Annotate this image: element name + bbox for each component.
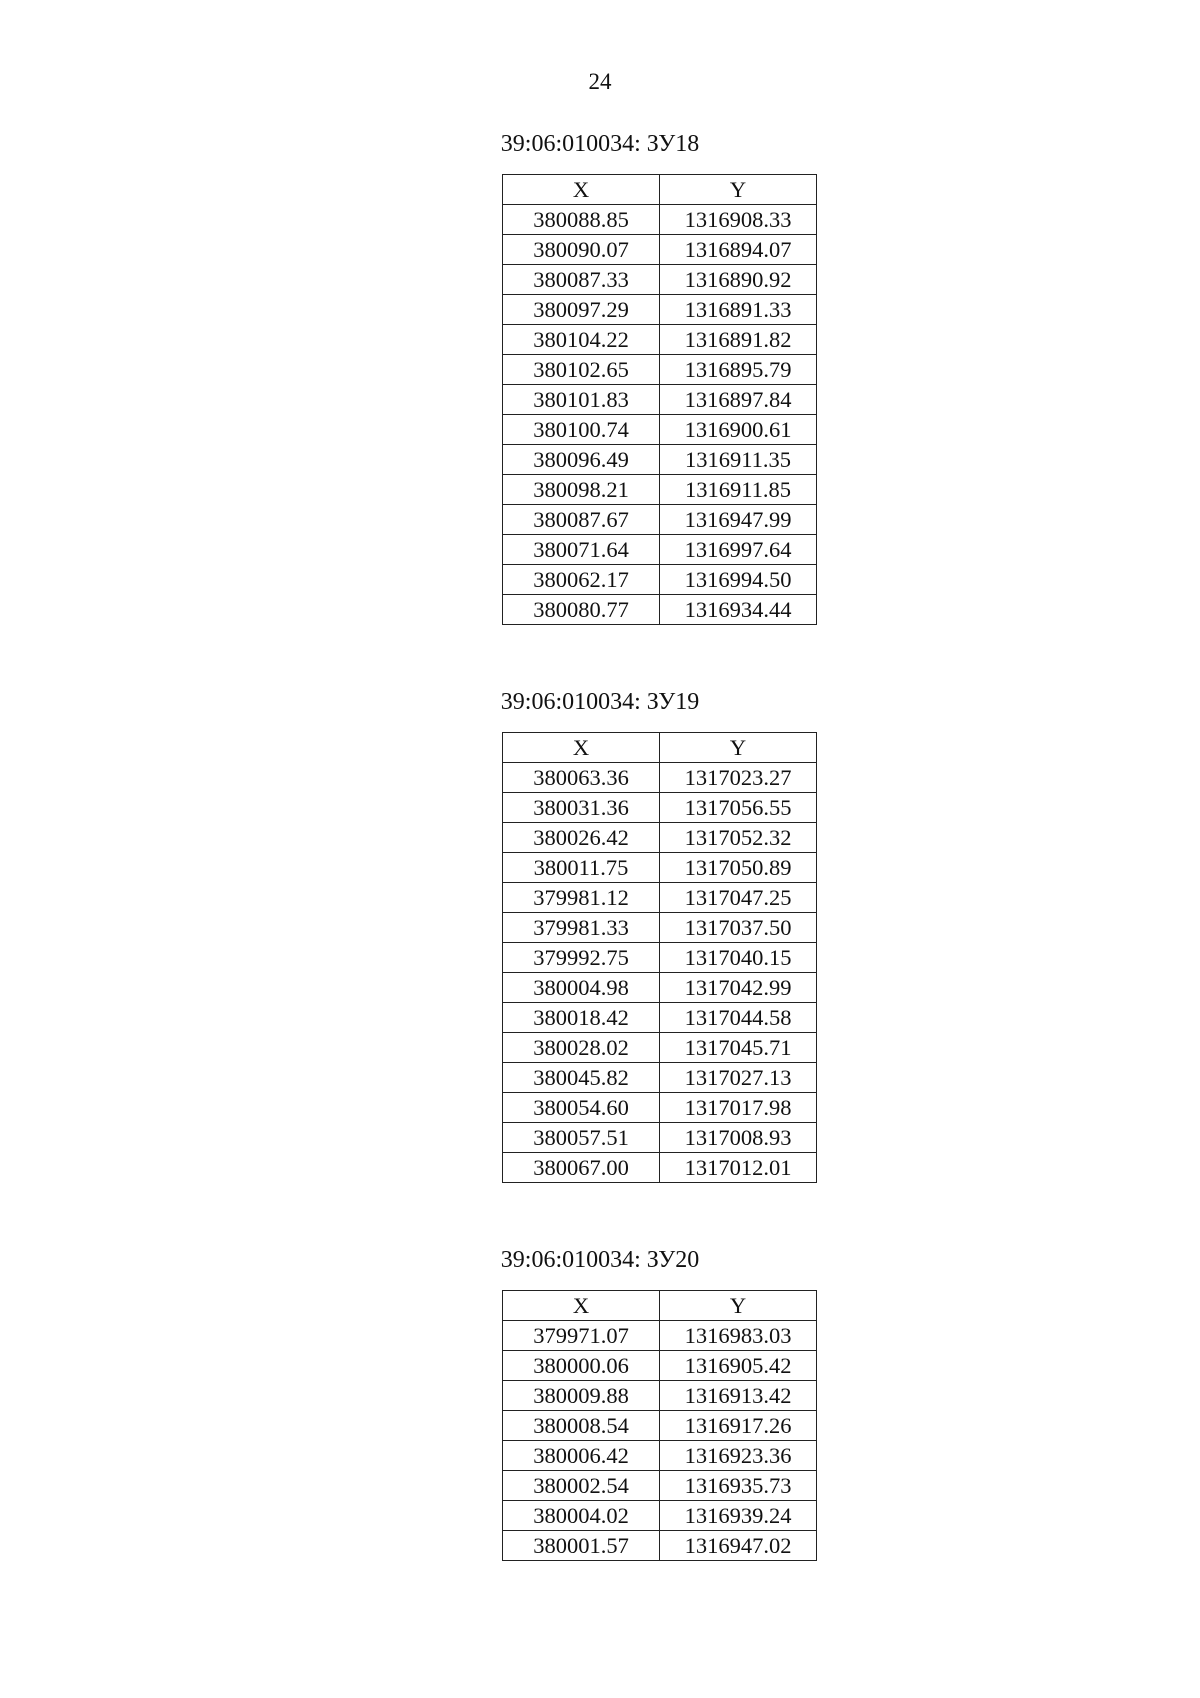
y-coordinate-cell: 1316891.33 [660, 295, 817, 325]
table-row [503, 1123, 817, 1153]
parcel-section-zu19 [0, 688, 1200, 1180]
table-row [503, 385, 817, 415]
y-coordinate-cell: 1316913.42 [660, 1381, 817, 1411]
coordinates-table [502, 174, 817, 625]
table-row [503, 1471, 817, 1501]
table-header-row [503, 733, 817, 763]
table-row [503, 1063, 817, 1093]
y-coordinate-cell: 1316911.35 [660, 445, 817, 475]
y-coordinate-cell: 1316939.24 [660, 1501, 817, 1531]
table-row [503, 205, 817, 235]
x-coordinate-cell: 380087.33 [503, 265, 660, 295]
y-coordinate-cell: 1317044.58 [660, 1003, 817, 1033]
table-row [503, 1441, 817, 1471]
x-coordinate-cell: 379971.07 [503, 1321, 660, 1351]
y-coordinate-cell: 1317040.15 [660, 943, 817, 973]
coordinates-table [502, 732, 817, 1183]
x-coordinate-cell: 380011.75 [503, 853, 660, 883]
y-coordinate-cell: 1316895.79 [660, 355, 817, 385]
x-coordinate-cell: 379981.33 [503, 913, 660, 943]
x-coordinate-cell: 380031.36 [503, 793, 660, 823]
x-coordinate-cell: 380071.64 [503, 535, 660, 565]
table-row [503, 823, 817, 853]
x-coordinate-cell: 380063.36 [503, 763, 660, 793]
table-row [503, 1033, 817, 1063]
y-coordinate-cell: 1317047.25 [660, 883, 817, 913]
table-row [503, 973, 817, 1003]
table-row [503, 535, 817, 565]
table-row [503, 1153, 817, 1183]
table-row [503, 475, 817, 505]
x-coordinate-cell: 380002.54 [503, 1471, 660, 1501]
column-header-x: X [503, 733, 660, 763]
table-row [503, 505, 817, 535]
y-coordinate-cell: 1317008.93 [660, 1123, 817, 1153]
x-coordinate-cell: 380104.22 [503, 325, 660, 355]
parcel-section-zu18 [0, 130, 1200, 622]
table-row [503, 1411, 817, 1441]
y-coordinate-cell: 1316923.36 [660, 1441, 817, 1471]
y-coordinate-cell: 1317027.13 [660, 1063, 817, 1093]
table-row [503, 883, 817, 913]
x-coordinate-cell: 380098.21 [503, 475, 660, 505]
table-row [503, 1321, 817, 1351]
x-coordinate-cell: 380102.65 [503, 355, 660, 385]
column-header-x: X [503, 1291, 660, 1321]
x-coordinate-cell: 380057.51 [503, 1123, 660, 1153]
x-coordinate-cell: 380018.42 [503, 1003, 660, 1033]
table-row [503, 913, 817, 943]
table-row [503, 763, 817, 793]
table-row [503, 1381, 817, 1411]
table-row [503, 355, 817, 385]
x-coordinate-cell: 380100.74 [503, 415, 660, 445]
y-coordinate-cell: 1316900.61 [660, 415, 817, 445]
y-coordinate-cell: 1316911.85 [660, 475, 817, 505]
table-header-row [503, 175, 817, 205]
table-row [503, 595, 817, 625]
y-coordinate-cell: 1317023.27 [660, 763, 817, 793]
y-coordinate-cell: 1317045.71 [660, 1033, 817, 1063]
table-row [503, 853, 817, 883]
table-row [503, 235, 817, 265]
x-coordinate-cell: 380101.83 [503, 385, 660, 415]
y-coordinate-cell: 1316935.73 [660, 1471, 817, 1501]
table-row [503, 793, 817, 823]
table-row [503, 1351, 817, 1381]
x-coordinate-cell: 380088.85 [503, 205, 660, 235]
table-row [503, 565, 817, 595]
x-coordinate-cell: 380045.82 [503, 1063, 660, 1093]
y-coordinate-cell: 1317037.50 [660, 913, 817, 943]
y-coordinate-cell: 1317052.32 [660, 823, 817, 853]
x-coordinate-cell: 380008.54 [503, 1411, 660, 1441]
y-coordinate-cell: 1316994.50 [660, 565, 817, 595]
y-coordinate-cell: 1317017.98 [660, 1093, 817, 1123]
y-coordinate-cell: 1316983.03 [660, 1321, 817, 1351]
x-coordinate-cell: 380001.57 [503, 1531, 660, 1561]
y-coordinate-cell: 1317050.89 [660, 853, 817, 883]
x-coordinate-cell: 380009.88 [503, 1381, 660, 1411]
column-header-y: Y [660, 175, 817, 205]
x-coordinate-cell: 380026.42 [503, 823, 660, 853]
table-row [503, 1501, 817, 1531]
x-coordinate-cell: 380000.06 [503, 1351, 660, 1381]
table-header-row [503, 1291, 817, 1321]
table-row [503, 265, 817, 295]
y-coordinate-cell: 1316917.26 [660, 1411, 817, 1441]
y-coordinate-cell: 1316997.64 [660, 535, 817, 565]
x-coordinate-cell: 380028.02 [503, 1033, 660, 1063]
y-coordinate-cell: 1316894.07 [660, 235, 817, 265]
y-coordinate-cell: 1316905.42 [660, 1351, 817, 1381]
y-coordinate-cell: 1316934.44 [660, 595, 817, 625]
column-header-y: Y [660, 733, 817, 763]
x-coordinate-cell: 379992.75 [503, 943, 660, 973]
coordinates-table [502, 1290, 817, 1561]
y-coordinate-cell: 1317056.55 [660, 793, 817, 823]
x-coordinate-cell: 380087.67 [503, 505, 660, 535]
x-coordinate-cell: 380096.49 [503, 445, 660, 475]
table-row [503, 445, 817, 475]
y-coordinate-cell: 1316947.02 [660, 1531, 817, 1561]
column-header-y: Y [660, 1291, 817, 1321]
table-row [503, 325, 817, 355]
parcel-title: 39:06:010034: ЗУ20 [500, 1247, 700, 1273]
y-coordinate-cell: 1316890.92 [660, 265, 817, 295]
table-row [503, 415, 817, 445]
parcel-title: 39:06:010034: ЗУ19 [500, 689, 700, 715]
x-coordinate-cell: 380054.60 [503, 1093, 660, 1123]
parcel-section-zu20 [0, 1246, 1200, 1558]
page-number: 24 [588, 69, 612, 94]
y-coordinate-cell: 1316897.84 [660, 385, 817, 415]
table-row [503, 1093, 817, 1123]
y-coordinate-cell: 1316891.82 [660, 325, 817, 355]
table-row [503, 1531, 817, 1561]
table-row [503, 1003, 817, 1033]
x-coordinate-cell: 380080.77 [503, 595, 660, 625]
x-coordinate-cell: 380004.02 [503, 1501, 660, 1531]
y-coordinate-cell: 1316908.33 [660, 205, 817, 235]
x-coordinate-cell: 379981.12 [503, 883, 660, 913]
x-coordinate-cell: 380004.98 [503, 973, 660, 1003]
y-coordinate-cell: 1317012.01 [660, 1153, 817, 1183]
x-coordinate-cell: 380090.07 [503, 235, 660, 265]
column-header-x: X [503, 175, 660, 205]
x-coordinate-cell: 380062.17 [503, 565, 660, 595]
y-coordinate-cell: 1316947.99 [660, 505, 817, 535]
table-row [503, 943, 817, 973]
table-row [503, 295, 817, 325]
parcel-title: 39:06:010034: ЗУ18 [500, 131, 700, 157]
x-coordinate-cell: 380097.29 [503, 295, 660, 325]
x-coordinate-cell: 380067.00 [503, 1153, 660, 1183]
x-coordinate-cell: 380006.42 [503, 1441, 660, 1471]
y-coordinate-cell: 1317042.99 [660, 973, 817, 1003]
